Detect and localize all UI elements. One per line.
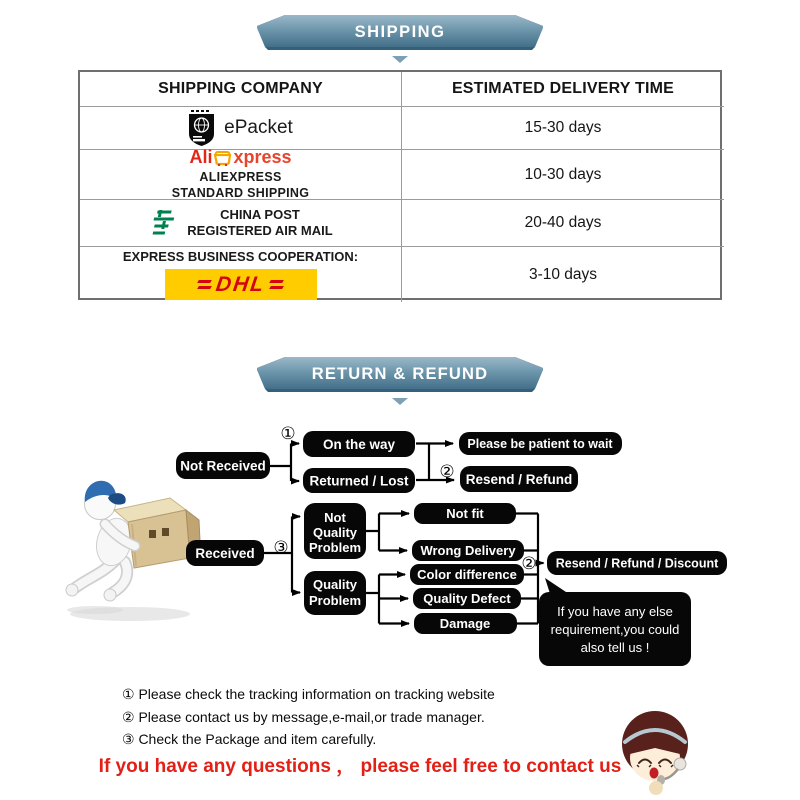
svg-text:Problem: Problem	[308, 593, 362, 608]
footnotes	[122, 683, 682, 751]
aliexpress-logo-xpress: xpress	[233, 146, 292, 167]
speech-bubble	[539, 578, 691, 666]
aliexpress-line1: ALIEXPRESS	[199, 169, 282, 184]
svg-text:Color difference: Color difference	[417, 567, 517, 582]
footnote-2: ② Please contact us by message,e-mail,or trade manager.	[122, 708, 485, 725]
footnote-3: ③ Check the Package and item carefully.	[122, 731, 377, 747]
node-color-difference	[410, 564, 524, 585]
svg-text:Returned / Lost: Returned / Lost	[309, 473, 409, 489]
node-returned-lost	[303, 468, 415, 493]
svg-text:On the way: On the way	[322, 437, 396, 452]
svg-text:Resend / Refund: Resend / Refund	[465, 472, 573, 487]
node-wrong-delivery	[412, 540, 524, 561]
node-received	[186, 540, 264, 566]
node-damage	[414, 613, 517, 634]
svg-text:Quality: Quality	[312, 577, 358, 592]
mark-3: ③	[273, 538, 289, 557]
customer-service-girl-illustration	[608, 706, 703, 798]
svg-text:Quality Defect: Quality Defect	[423, 591, 511, 606]
svg-text:Wrong Delivery: Wrong Delivery	[420, 543, 516, 558]
node-on-the-way	[303, 431, 415, 457]
table-cell-epacket-time: 15-30 days	[402, 107, 724, 150]
mark-2: ②	[439, 462, 455, 481]
dhl-cooperation-label: EXPRESS BUSINESS COOPERATION:	[122, 249, 359, 264]
mark-2b: ②	[521, 554, 537, 573]
svg-text:Damage: Damage	[439, 616, 491, 631]
table-header-shipping-company: SHIPPING COMPANY	[80, 72, 402, 107]
node-resend-refund-discount	[547, 551, 727, 575]
svg-text:Not: Not	[324, 510, 346, 525]
svg-text:Not Received: Not Received	[180, 458, 266, 474]
node-resend-refund	[460, 466, 578, 492]
footnote-1: ① Please check the tracking information on tracking website	[122, 686, 495, 702]
node-quality-problem	[304, 571, 366, 615]
table-header-delivery-time: ESTIMATED DELIVERY TIME	[402, 72, 724, 107]
chinapost-line1: CHINA POST	[220, 206, 300, 222]
node-patient-wait	[459, 432, 622, 455]
contact-message: If you have any questions ， please feel free to contact us	[98, 756, 622, 777]
return-refund-banner-title: RETURN & REFUND	[311, 365, 489, 383]
aliexpress-logo-ali: Ali	[189, 146, 213, 167]
mark-1: ①	[280, 424, 296, 443]
node-not-fit	[414, 503, 516, 524]
svg-text:requirement,you could: requirement,you could	[550, 622, 680, 637]
svg-text:Not fit: Not fit	[446, 506, 484, 521]
node-not-quality-problem	[304, 503, 366, 559]
table-cell-aliexpress-time: 10-30 days	[402, 150, 724, 200]
epacket-label: ePacket	[224, 117, 293, 138]
svg-text:Quality: Quality	[312, 525, 358, 540]
svg-text:Please be patient to wait: Please be patient to wait	[467, 437, 613, 451]
svg-text:If you have any else: If you have any else	[557, 604, 673, 619]
svg-text:Problem: Problem	[308, 540, 362, 555]
aliexpress-line2: STANDARD SHIPPING	[171, 185, 310, 200]
svg-text:Received: Received	[195, 546, 255, 561]
shipping-banner-title: SHIPPING	[354, 23, 446, 41]
table-cell-chinapost-time: 20-40 days	[402, 200, 724, 247]
svg-text:also tell us !: also tell us !	[580, 640, 650, 655]
dhl-logo-text: DHL	[214, 272, 267, 296]
table-cell-dhl-time: 3-10 days	[528, 265, 598, 283]
svg-text:Resend / Refund / Discount: Resend / Refund / Discount	[555, 556, 719, 571]
chinapost-line2: REGISTERED AIR MAIL	[187, 223, 333, 238]
node-not-received	[176, 452, 270, 479]
node-quality-defect	[413, 588, 521, 609]
